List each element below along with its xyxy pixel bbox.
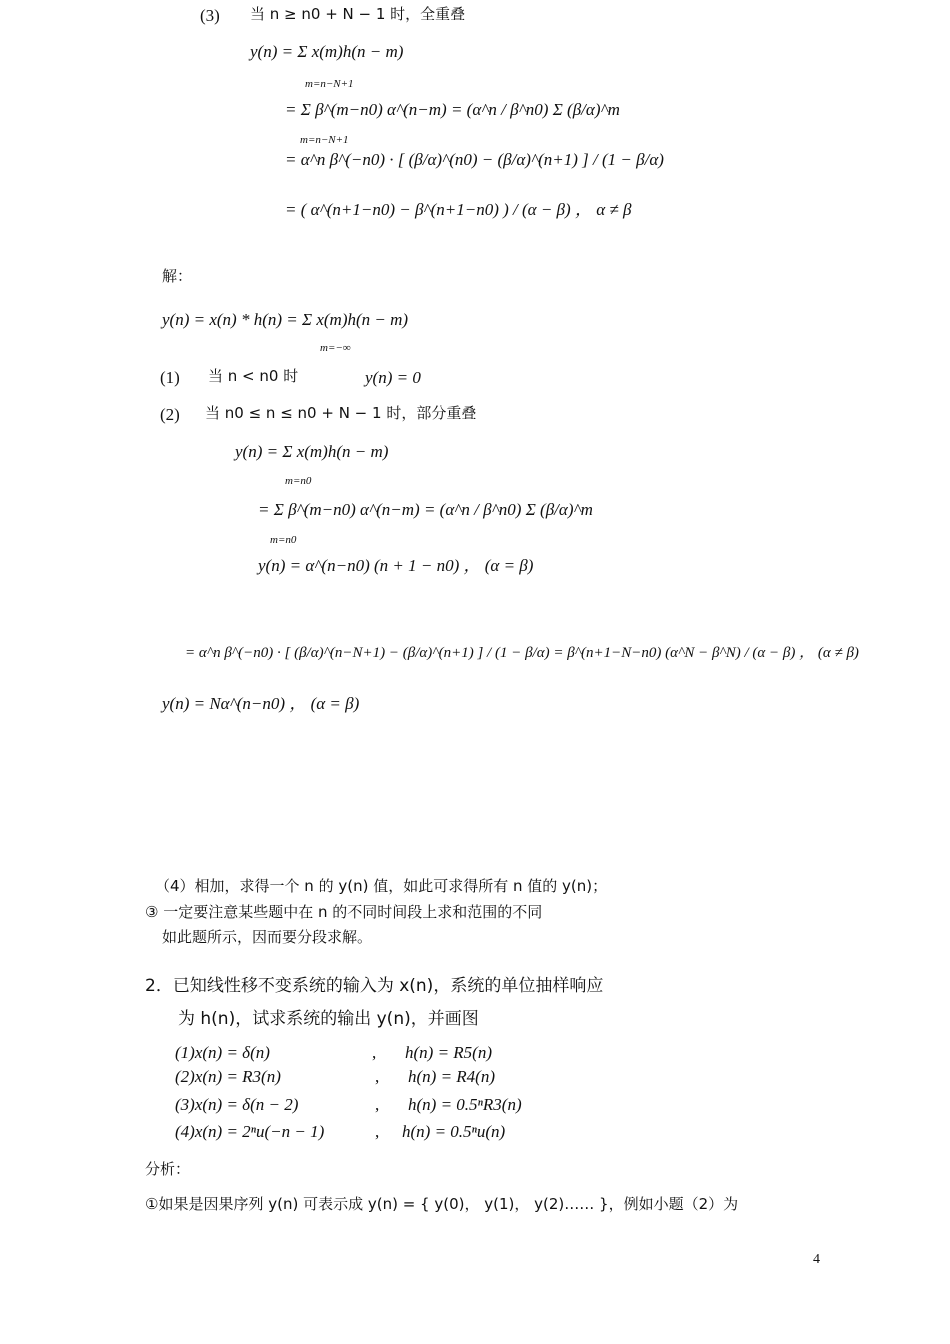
case2-number: (2) [160,405,180,424]
analysis-line1: ①如果是因果序列 y(n) 可表示成 y(n) = { y(0)， y(1)， y(2)…… }，例如小题（2）为 [145,1195,739,1213]
problem2-item2-h: h(n) = R4(n) [408,1067,496,1086]
part3-eq1-lower-limit: m=n−N+1 [305,78,354,90]
case2-eq5: y(n) = Nα^(n−n0) ， (α = β) [162,694,360,713]
case2-eq4: = α^n β^(−n0) · [ (β/α)^(n−N+1) − (β/α)^(n+1) ] / (1 − β/α) = β^(n+1−N−n0) (α^N − β^N) / (α − β) ， (α ≠ β) [185,645,859,661]
case1-number: (1) [160,368,180,387]
solution-main-eq-lower-limit: m=−∞ [320,342,351,354]
part3-eq3: = α^n β^(−n0) · [ (β/α)^(n0) − (β/α)^(n+1) ] / (1 − β/α) [285,150,664,169]
case2-eq2-lower-limit: m=n0 [270,534,297,546]
part3-heading-number: (3) [200,6,220,25]
case2-eq3: y(n) = α^(n−n0) (n + 1 − n0) ， (α = β) [258,556,534,575]
problem2-item4-separator: , [375,1122,380,1141]
part3-eq4: = ( α^(n+1−n0) − β^(n+1−n0) ) / (α − β) ， α ≠ β [285,200,632,219]
solution-main-eq: y(n) = x(n) * h(n) = Σ x(m)h(n − m) [162,310,409,329]
problem2-line2: 为 h(n)，试求系统的输出 y(n)，并画图 [178,1009,479,1029]
problem2-item3-x: (3)x(n) = δ(n − 2) [175,1095,299,1114]
problem2-item1-h: h(n) = R5(n) [405,1043,493,1062]
case1-condition: 当 n < n0 时 [208,367,299,385]
note-3-continued: 如此题所示，因而要分段求解。 [162,928,373,946]
case2-condition: 当 n0 ≤ n ≤ n0 + N − 1 时，部分重叠 [205,404,477,422]
problem2-item3-h: h(n) = 0.5ⁿR3(n) [408,1095,522,1114]
problem2-item2-separator: , [375,1067,380,1086]
note-4: （4）相加，求得一个 n 的 y(n) 值，如此可求得所有 n 值的 y(n)； [155,877,608,895]
solution-label: 解： [162,267,193,285]
part3-heading-condition: 当 n ≥ n0 + N − 1 时，全重叠 [250,5,466,23]
case2-eq2: = Σ β^(m−n0) α^(n−m) = (α^n / β^n0) Σ (β/α)^m [258,500,593,519]
case1-result: y(n) = 0 [365,368,421,387]
problem2-item1-x: (1)x(n) = δ(n) [175,1043,270,1062]
case2-eq1-lower-limit: m=n0 [285,475,312,487]
problem2-item2-x: (2)x(n) = R3(n) [175,1067,281,1086]
part3-eq1: y(n) = Σ x(m)h(n − m) [250,42,404,61]
case2-eq1: y(n) = Σ x(m)h(n − m) [235,442,389,461]
problem2-item1-separator: , [372,1043,377,1062]
analysis-label: 分析： [145,1160,191,1178]
page-number: 4 [813,1252,820,1267]
problem2-item3-separator: , [375,1095,380,1114]
problem2-line1: 2．已知线性移不变系统的输入为 x(n)，系统的单位抽样响应 [145,976,604,996]
part3-eq2: = Σ β^(m−n0) α^(n−m) = (α^n / β^n0) Σ (β/α)^m [285,100,620,119]
part3-eq2-lower-limit: m=n−N+1 [300,134,349,146]
note-3: ③ 一定要注意某些题中在 n 的不同时间段上求和范围的不同 [145,903,543,921]
problem2-item4-h: h(n) = 0.5ⁿu(n) [402,1122,506,1141]
problem2-item4-x: (4)x(n) = 2ⁿu(−n − 1) [175,1122,325,1141]
